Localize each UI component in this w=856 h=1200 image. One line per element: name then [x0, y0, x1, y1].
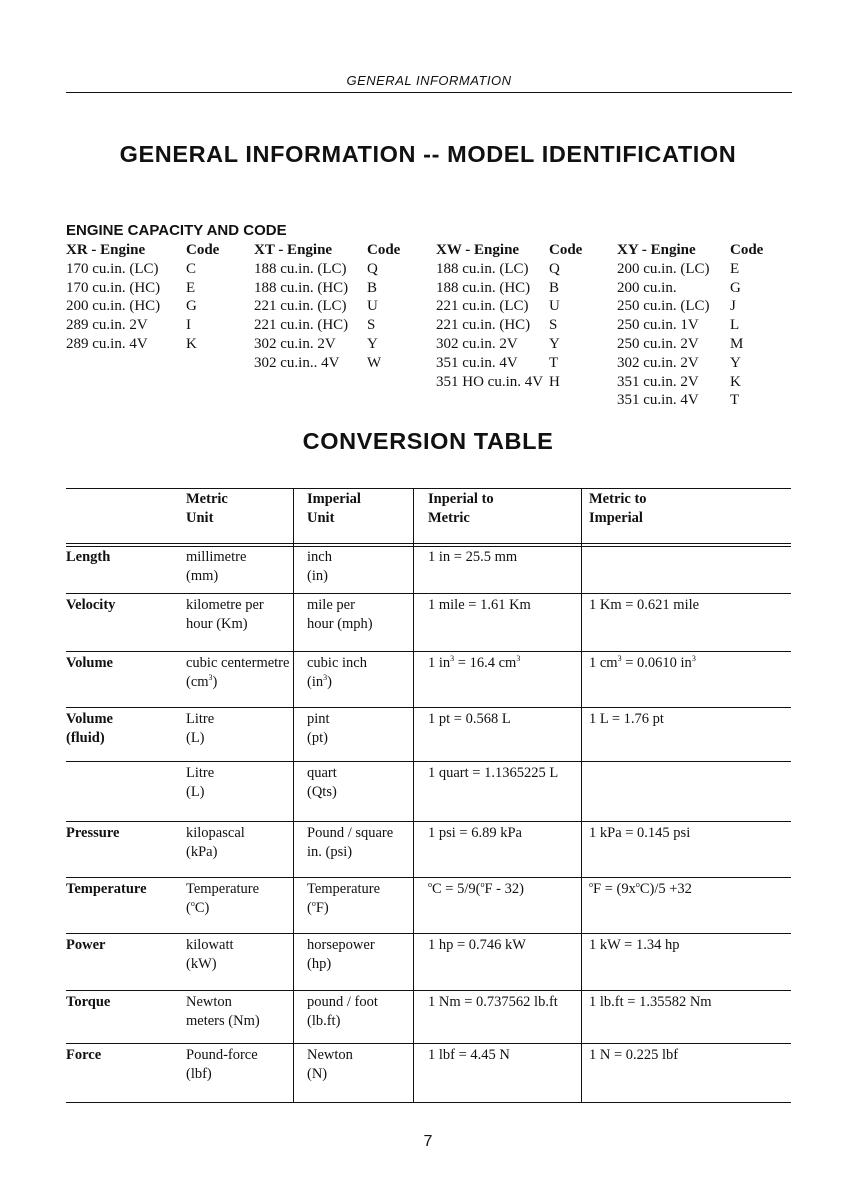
engine-capacity: 302 cu.in. 2V [436, 335, 518, 352]
engine-row [436, 373, 582, 392]
engine-capacity: 188 cu.in. (LC) [436, 260, 529, 277]
metric-unit-header-line: Metric [186, 491, 228, 507]
engine-capacity: 188 cu.in. (HC) [254, 279, 349, 296]
engine-capacity: 289 cu.in. 4V [66, 335, 148, 352]
engine-code: H [549, 373, 560, 390]
imperial-to-metric-header-line: Metric [428, 510, 470, 526]
imperial-unit-cell-text: ($^o$F) [307, 899, 329, 916]
imperial-unit-cell [307, 824, 393, 862]
engine-row [254, 316, 400, 335]
row-rule [66, 707, 791, 708]
engine-row [254, 297, 400, 316]
table-top-rule [66, 488, 791, 489]
quantity-cell [66, 936, 105, 955]
engine-capacity: 200 cu.in. [617, 279, 677, 296]
imperial-unit-cell [307, 993, 378, 1031]
metric-to-imperial-cell [589, 880, 692, 899]
metric-to-imperial-header-line: Metric to [589, 491, 647, 507]
imperial-unit-cell [307, 710, 330, 748]
imperial-unit-header-line: Unit [307, 510, 335, 526]
engine-code: Y [730, 354, 741, 371]
engine-code: L [730, 317, 740, 334]
imperial-to-metric-cell-text: 1 mile = 1.61 Km [428, 597, 531, 613]
imperial-to-metric-cell-text: $^o$C = 5/9($^o$F - 32) [428, 880, 524, 897]
metric-unit-cell-text: Temperature [186, 881, 260, 897]
metric-unit-cell-text: kilowatt [186, 937, 234, 953]
engine-row [66, 297, 219, 316]
engine-group [436, 241, 582, 391]
quantity-cell-text: (fluid) [66, 730, 105, 746]
imperial-to-metric-cell [428, 936, 526, 955]
metric-to-imperial-cell-text: 1 kPa = 0.145 psi [589, 825, 691, 841]
metric-unit-header [186, 490, 228, 528]
engine-code: W [367, 354, 382, 371]
metric-unit-cell-text: meters (Nm) [186, 1013, 260, 1029]
engine-capacity: 200 cu.in. (HC) [66, 298, 161, 315]
engine-code: G [730, 279, 741, 296]
engine-row [254, 260, 400, 279]
engine-code: T [549, 354, 559, 371]
engine-code-header: Code [549, 242, 583, 258]
metric-unit-cell-text: millimetre [186, 549, 247, 565]
engine-code: C [186, 260, 197, 277]
imperial-to-metric-header [428, 490, 494, 528]
engine-capacity: 170 cu.in. (HC) [66, 279, 161, 296]
engine-row [617, 354, 763, 373]
quantity-cell [66, 596, 115, 615]
header-rule [66, 92, 792, 93]
imperial-to-metric-cell-text: 1 Nm = 0.737562 lb.ft [428, 994, 558, 1010]
metric-to-imperial-cell-text: 1 lb.ft = 1.35582 Nm [589, 994, 712, 1010]
metric-unit-cell [186, 880, 259, 918]
metric-unit-cell-text: Litre [186, 765, 215, 781]
row-rule [66, 761, 791, 762]
imperial-unit-cell-text: (pt) [307, 730, 328, 746]
imperial-to-metric-header-line: Inperial to [428, 491, 494, 507]
engine-capacity: 170 cu.in. (LC) [66, 260, 159, 277]
engine-row [617, 335, 763, 354]
engine-capacity: 221 cu.in. (HC) [254, 317, 349, 334]
metric-unit-cell [186, 824, 245, 862]
engine-row [254, 279, 400, 298]
quantity-cell-text: Velocity [66, 597, 116, 613]
imperial-unit-cell-text: (in) [307, 568, 328, 584]
engine-capacity: 200 cu.in. (LC) [617, 260, 710, 277]
engine-group-title: XW - Engine [436, 242, 520, 258]
imperial-to-metric-cell-text: 1 quart = 1.1365225 L [428, 765, 559, 781]
engine-row [617, 391, 763, 410]
engine-capacity: 250 cu.in. 1V [617, 317, 699, 334]
engine-code: I [186, 317, 191, 334]
metric-unit-cell [186, 936, 234, 974]
engine-code: S [367, 317, 376, 334]
engine-code: B [549, 279, 560, 296]
imperial-unit-cell [307, 1046, 353, 1084]
metric-to-imperial-cell-text: 1 L = 1.76 pt [589, 711, 664, 727]
imperial-to-metric-cell-text: 1 pt = 0.568 L [428, 711, 511, 727]
metric-to-imperial-cell-text: 1 N = 0.225 lbf [589, 1047, 679, 1063]
quantity-cell [66, 710, 113, 748]
engine-capacity: 351 HO cu.in. 4V [436, 373, 544, 390]
engine-capacity: 351 cu.in. 4V [436, 354, 518, 371]
metric-unit-cell [186, 993, 260, 1031]
quantity-cell-text: Pressure [66, 825, 120, 841]
engine-row [436, 354, 582, 373]
metric-to-imperial-header-line: Imperial [589, 510, 643, 526]
page-number: 7 [423, 1133, 433, 1150]
engine-capacity: 250 cu.in. (LC) [617, 298, 710, 315]
quantity-cell-text: Torque [66, 994, 111, 1010]
engine-code: Q [549, 260, 560, 277]
engine-code: U [549, 298, 560, 315]
imperial-to-metric-cell-text: 1 lbf = 4.45 N [428, 1047, 510, 1063]
quantity-cell [66, 824, 119, 843]
engine-capacity: 302 cu.in. 2V [617, 354, 699, 371]
metric-unit-cell [186, 654, 289, 692]
table-bottom-rule [66, 1102, 791, 1103]
metric-to-imperial-cell [589, 936, 679, 955]
imperial-unit-cell-text: (Qts) [307, 784, 337, 800]
metric-unit-cell-text: $(cm^3)$ [186, 673, 218, 690]
imperial-to-metric-cell [428, 1046, 510, 1065]
engine-capacity: 289 cu.in. 2V [66, 317, 148, 334]
imperial-unit-header-line: Imperial [307, 491, 361, 507]
header-bottom-rule [66, 543, 791, 544]
metric-to-imperial-cell [589, 824, 690, 843]
engine-code: Y [367, 335, 378, 352]
quantity-cell [66, 880, 147, 899]
engine-capacity: 302 cu.in. 2V [254, 335, 336, 352]
engine-group [66, 241, 219, 354]
engine-group-title: XR - Engine [66, 242, 146, 258]
imperial-unit-cell-text: (N) [307, 1066, 328, 1082]
metric-unit-cell-text: Pound-force [186, 1047, 258, 1063]
engine-capacity: 250 cu.in. 2V [617, 335, 699, 352]
imperial-unit-cell-text: quart [307, 765, 337, 781]
imperial-to-metric-cell [428, 596, 531, 615]
metric-unit-cell [186, 764, 214, 802]
metric-to-imperial-cell [589, 1046, 678, 1065]
metric-to-imperial-cell [589, 993, 712, 1012]
metric-unit-cell-text: (kW) [186, 956, 217, 972]
engine-code: K [730, 373, 741, 390]
engine-row [436, 335, 582, 354]
metric-unit-cell [186, 1046, 258, 1084]
engine-code: E [186, 279, 196, 296]
imperial-to-metric-cell [428, 824, 522, 843]
metric-unit-cell-text: kilopascal [186, 825, 245, 841]
imperial-unit-cell-text: Pound / square [307, 825, 394, 841]
imperial-to-metric-cell-text: 1 psi = 6.89 kPa [428, 825, 522, 841]
engine-capacity: 188 cu.in. (HC) [436, 279, 531, 296]
engine-capacity: 351 cu.in. 4V [617, 392, 699, 409]
engine-code: K [186, 335, 197, 352]
metric-unit-cell-text: (kPa) [186, 844, 218, 860]
quantity-cell-text: Power [66, 937, 106, 953]
imperial-unit-cell-text: Newton [307, 1047, 353, 1063]
metric-unit-cell-text: ($^o$C) [186, 899, 210, 916]
engine-row [66, 260, 219, 279]
engine-row [436, 297, 582, 316]
engine-row [617, 279, 763, 298]
engine-row [617, 316, 763, 335]
engine-capacity: 221 cu.in. (LC) [254, 298, 347, 315]
metric-to-imperial-cell [589, 654, 696, 673]
engine-row [254, 354, 400, 373]
engine-capacity: 351 cu.in. 2V [617, 373, 699, 390]
metric-unit-cell [186, 710, 214, 748]
quantity-cell-text: Force [66, 1047, 102, 1063]
imperial-unit-cell-text: hour (mph) [307, 616, 373, 632]
imperial-unit-cell-text: Temperature [307, 881, 381, 897]
engine-code: U [367, 298, 378, 315]
metric-unit-cell-text: cubic centermetre [186, 655, 290, 671]
engine-row [617, 260, 763, 279]
engine-code: G [186, 298, 197, 315]
metric-unit-cell-text: Newton [186, 994, 232, 1010]
row-rule [66, 821, 791, 822]
engine-code-header: Code [730, 242, 764, 258]
imperial-unit-cell [307, 654, 367, 692]
imperial-to-metric-cell [428, 654, 520, 673]
running-header: GENERAL INFORMATION [346, 73, 512, 88]
engine-row [66, 335, 219, 354]
metric-unit-cell-text: hour (Km) [186, 616, 248, 632]
page-title: GENERAL INFORMATION -- MODEL IDENTIFICATION [119, 141, 737, 167]
quantity-cell [66, 654, 113, 673]
metric-to-imperial-cell-text: 1 kW = 1.34 hp [589, 937, 680, 953]
engine-code-header: Code [186, 242, 220, 258]
engine-row [436, 316, 582, 335]
quantity-cell [66, 993, 110, 1012]
quantity-cell [66, 548, 110, 567]
row-rule [66, 651, 791, 652]
imperial-to-metric-cell [428, 764, 558, 783]
metric-unit-cell-text: (mm) [186, 568, 219, 584]
engine-capacity: 188 cu.in. (LC) [254, 260, 347, 277]
imperial-unit-cell-text: cubic inch [307, 655, 367, 671]
engine-row [66, 279, 219, 298]
imperial-unit-cell [307, 764, 337, 802]
column-rule [581, 488, 582, 1102]
imperial-to-metric-cell [428, 993, 558, 1012]
engine-row [617, 297, 763, 316]
engine-code: J [730, 298, 736, 315]
conversion-table-title: CONVERSION TABLE [302, 428, 554, 454]
metric-to-imperial-cell-text: $^oF = (9x^oC)/5 +32$ [589, 880, 692, 897]
quantity-cell-text: Volume [66, 655, 113, 671]
engine-code-header: Code [367, 242, 401, 258]
engine-code: Q [367, 260, 378, 277]
imperial-unit-cell-text: horsepower [307, 937, 375, 953]
metric-unit-cell-text: (lbf) [186, 1066, 212, 1082]
imperial-to-metric-cell-text: 1 in = 25.5 mm [428, 549, 518, 565]
quantity-cell-text: Length [66, 549, 111, 565]
quantity-cell-text: Volume [66, 711, 113, 727]
metric-unit-cell [186, 596, 264, 634]
imperial-unit-cell-text: (hp) [307, 956, 332, 972]
imperial-to-metric-cell-text: 1 hp = 0.746 kW [428, 937, 526, 953]
row-rule [66, 593, 791, 594]
engine-code: B [367, 279, 378, 296]
imperial-unit-cell [307, 936, 375, 974]
metric-unit-cell-text: (L) [186, 784, 205, 800]
engine-group [617, 241, 763, 410]
imperial-unit-cell-text: $(in^3)$ [307, 673, 332, 690]
metric-unit-cell-text: kilometre per [186, 597, 264, 613]
imperial-unit-header [307, 490, 361, 528]
imperial-unit-cell-text: mile per [307, 597, 355, 613]
imperial-unit-cell-text: inch [307, 549, 332, 565]
imperial-to-metric-cell [428, 548, 517, 567]
engine-code: M [730, 335, 744, 352]
engine-code: T [730, 392, 740, 409]
imperial-unit-cell-text: pound / foot [307, 994, 378, 1010]
metric-to-imperial-cell [589, 710, 664, 729]
engine-capacity: 221 cu.in. (HC) [436, 317, 531, 334]
engine-code: Y [549, 335, 560, 352]
row-rule [66, 933, 791, 934]
engine-section-heading: ENGINE CAPACITY AND CODE [66, 222, 287, 239]
engine-row [436, 260, 582, 279]
metric-unit-cell-text: (L) [186, 730, 205, 746]
engine-group-title: XY - Engine [617, 242, 696, 258]
engine-group [254, 241, 400, 373]
engine-row [66, 316, 219, 335]
metric-unit-cell [186, 548, 246, 586]
row-rule [66, 1043, 791, 1044]
metric-unit-header-line: Unit [186, 510, 214, 526]
imperial-unit-cell [307, 596, 373, 634]
engine-row [436, 279, 582, 298]
metric-unit-cell-text: Litre [186, 711, 215, 727]
metric-to-imperial-cell-text: 1 $cm^3 = 0.0610$ $in^3$ [589, 654, 696, 671]
metric-to-imperial-cell-text: 1 Km = 0.621 mile [589, 597, 700, 613]
engine-code: S [549, 317, 558, 334]
imperial-unit-cell-text: (lb.ft) [307, 1013, 341, 1029]
quantity-cell [66, 1046, 101, 1065]
header-bottom-rule [66, 546, 791, 547]
column-rule [293, 488, 294, 1102]
imperial-unit-cell [307, 880, 380, 918]
imperial-to-metric-cell [428, 880, 524, 899]
imperial-unit-cell-text: in. (psi) [307, 844, 353, 860]
imperial-to-metric-cell-text: 1 $in^3 = 16.4$ $cm^3$ [428, 654, 521, 671]
engine-row [254, 335, 400, 354]
engine-code: E [730, 260, 740, 277]
column-rule [413, 488, 414, 1102]
engine-capacity: 221 cu.in. (LC) [436, 298, 529, 315]
imperial-unit-cell-text: pint [307, 711, 330, 727]
imperial-to-metric-cell [428, 710, 511, 729]
quantity-cell-text: Temperature [66, 881, 147, 897]
row-rule [66, 877, 791, 878]
row-rule [66, 990, 791, 991]
imperial-unit-cell [307, 548, 332, 586]
metric-to-imperial-header [589, 490, 647, 528]
engine-group-title: XT - Engine [254, 242, 333, 258]
engine-row [617, 373, 763, 392]
engine-capacity: 302 cu.in.. 4V [254, 354, 340, 371]
metric-to-imperial-cell [589, 596, 699, 615]
